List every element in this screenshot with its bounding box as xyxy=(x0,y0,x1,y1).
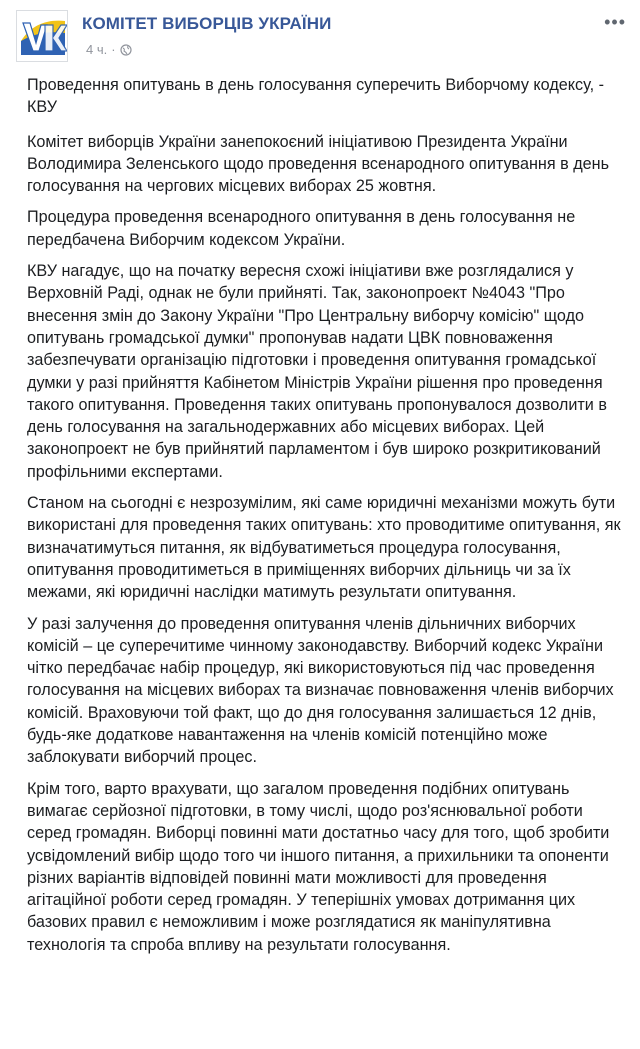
kvu-logo-icon xyxy=(17,11,68,62)
page-name-link[interactable]: КОМІТЕТ ВИБОРЦІВ УКРАЇНИ xyxy=(82,14,332,33)
post-paragraph: Комітет виборців України занепокоєний ініціативою Президента України Володимира Зеленського щодо проведення всенародного опитування в день голосування на чергових місцевих виборах 25 жовтня. xyxy=(27,132,610,196)
meta-separator: · xyxy=(111,42,116,57)
more-options-icon[interactable]: ••• xyxy=(604,12,626,32)
post-paragraph: У разі залучення до проведення опитування членів дільничних виборчих комісій – це суперечитиме чинному законодавству. Виборчий кодекс України чітко передбачає набір процедур, які використовуються під час проведення голосування на місцевих виборах та визначає повноваження членів виборчих комісій. Враховуючи той факт, що до дня голосування залишається 12 днів, будь-яке додаткове навантаження на членів комісій потенційно може заблокувати виборчий процес. xyxy=(27,614,614,767)
post-meta xyxy=(86,42,132,57)
post-text xyxy=(27,74,627,965)
post-header xyxy=(16,10,628,66)
post-paragraph: Крім того, варто врахувати, що загалом проведення подібних опитувань вимагає серйозної підготовки, в тому числі, щодо роз'яснювальної роботи серед громадян. Виборці повинні мати достатньо часу для того, щоб зробити усвідомлений вибір щодо того чи іншого питання, а прихильники та опоненти різних варіантів відповідей повинні мати можливості для проведення агітаційної роботи серед громадян. У теперішніх умовах дотримання цих базових правил є неможливим і може розглядатися як маніпулятивна технологія та спроба впливу на результати голосування. xyxy=(27,779,610,954)
post-paragraph: КВУ нагадує, що на початку вересня схожі ініціативи вже розглядалися у Верховній Раді, однак не були прийняті. Так, законопроект №4043 "Про внесення змін до Закону України "Про Центральну виборчу комісію" щодо опитувань громадської думки" пропонував надати ЦВК повноваження забезпечувати організацію підготовки і проведення опитування громадської думки у разі прийняття Кабінетом Міністрів України рішення про проведення такого опитування. Проведення таких опитувань пропонувалося дозволити в день голосування на загальнодержавних або місцевих виборах. Цей законопроект не був прийнятий парламентом і був широко розкритикований профільними експертами. xyxy=(27,262,607,481)
post-paragraph: Процедура проведення всенародного опитування в день голосування не передбачена Виборчим кодексом України. xyxy=(27,208,576,249)
post-timestamp[interactable]: 4 ч. xyxy=(86,42,108,57)
page-avatar[interactable] xyxy=(16,10,68,62)
post-paragraph: Станом на сьогодні є незрозумілим, які саме юридичні механізми можуть бути використані для проведення таких опитувань: хто проводитиме опитування, як визначатимуться питання, як відбуватиметься процедура голосування, опитування проводитиметься в приміщеннях виборчих дільниць чи за їх межами, які юридичні наслідки матимуть результати опитування. xyxy=(27,494,621,602)
globe-icon xyxy=(120,44,132,56)
post-paragraph: Проведення опитувань в день голосування суперечить Виборчому кодексу, - КВУ xyxy=(27,76,604,117)
